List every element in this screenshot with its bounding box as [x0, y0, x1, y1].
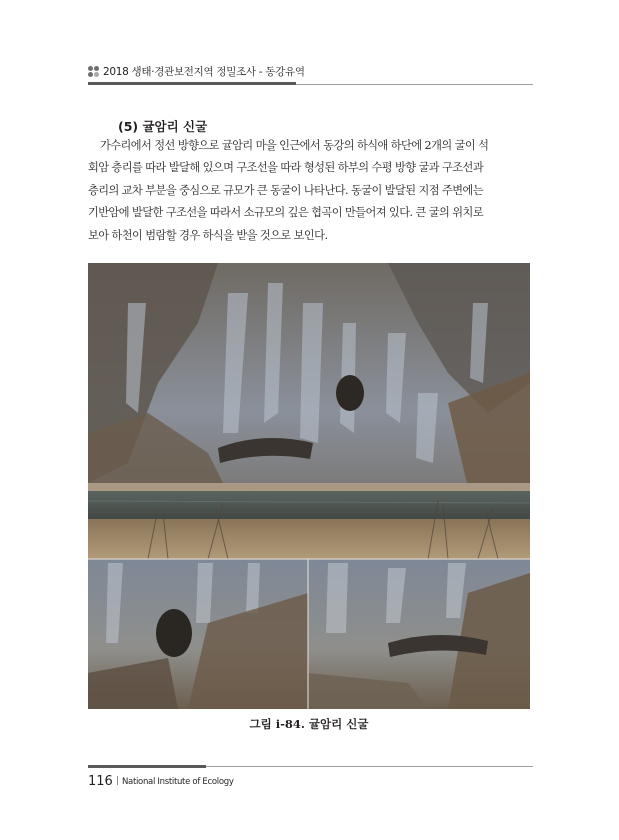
page-number: 116	[88, 774, 113, 789]
page-footer	[88, 765, 533, 795]
section-title: (5) 귤암리 신굴	[118, 119, 208, 134]
figure-caption: 그림 i-84. 귤암리 신굴	[249, 717, 369, 731]
paragraph-line: 회암 층리를 따라 발달해 있으며 구조선을 따라 형성된 하부의 수평 방향 굴과 구조선과	[88, 161, 484, 175]
header-rule-thick	[88, 82, 296, 85]
header-rule-thin	[296, 84, 533, 85]
header-dots-icon	[88, 66, 100, 78]
footer-institute: National Institute of Ecology	[122, 777, 234, 787]
paragraph-line: 기반암에 발달한 구조선을 따라서 소규모의 깊은 협곡이 만들어져 있다. 큰 굴의 위치로	[88, 206, 484, 220]
paragraph-line: 보아 하천이 범람할 경우 하식을 받을 것으로 보인다.	[88, 228, 328, 242]
top-photo	[88, 263, 530, 559]
bottom-right-photo	[308, 559, 530, 709]
body-paragraph	[88, 135, 533, 247]
footer-rule-thin	[206, 766, 533, 767]
footer-rule-thick	[88, 765, 206, 768]
running-header	[88, 64, 533, 86]
header-title: 2018 생태·경관보전지역 정밀조사 - 동강유역	[103, 66, 305, 78]
bottom-left-photo	[88, 559, 308, 709]
paragraph-line: 층리의 교차 부분을 중심으로 규모가 큰 동굴이 나타난다. 동굴이 발달된 지점 주변에는	[88, 183, 484, 197]
footer-separator: |	[116, 776, 120, 786]
cave-photo	[88, 263, 530, 709]
paragraph-line: 가수리에서 정선 방향으로 귤암리 마을 인근에서 동강의 하식애 하단에 2개의 굴이 석	[100, 139, 489, 152]
